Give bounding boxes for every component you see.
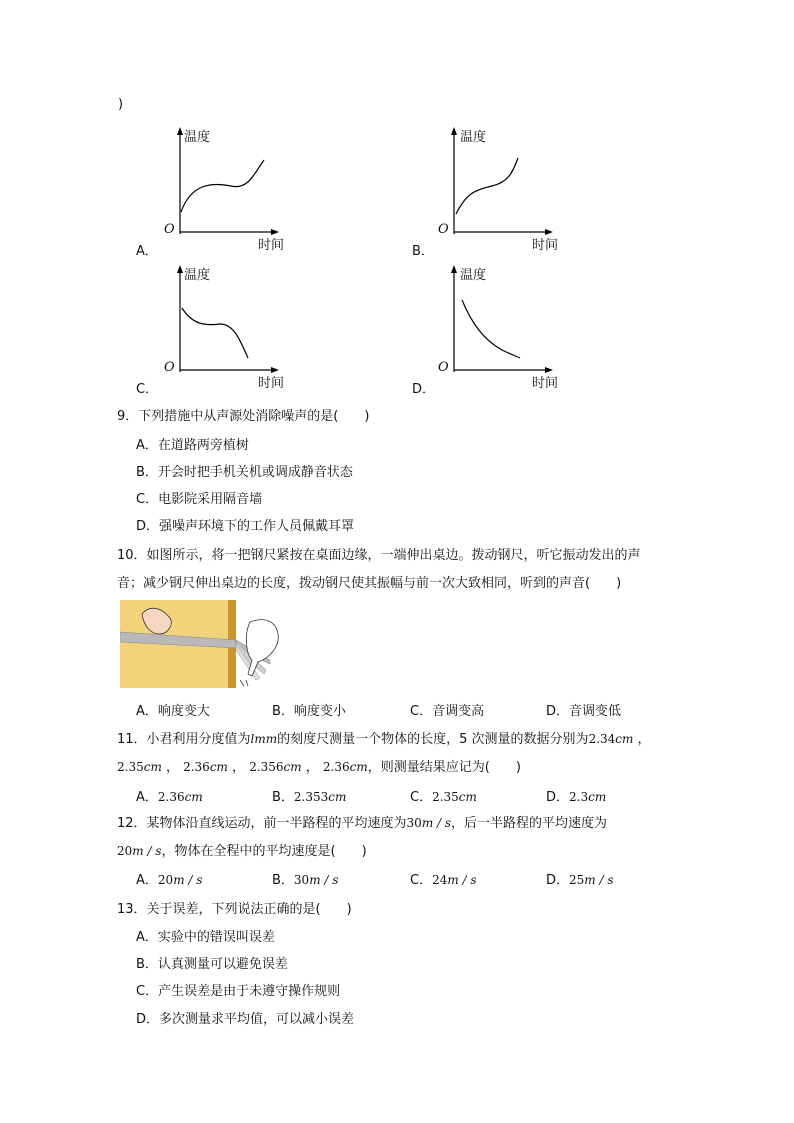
q11-stem-line2: 2.35cm ， 2.36cm ， 2.356cm ， 2.36cm，则测量结果应记为( )	[117, 760, 521, 775]
q11-unit: cm	[615, 732, 634, 746]
q12-option-c[interactable]: C．24m / s	[410, 873, 477, 888]
q12-unit: m / s	[421, 816, 452, 830]
q9-stem: 9．下列措施中从声源处消除噪声的是( )	[117, 409, 370, 424]
x-axis-label: 时间	[532, 238, 559, 253]
q12-option-d[interactable]: D．25m / s	[546, 873, 614, 888]
q10-option-a[interactable]: A．响度变大	[136, 704, 210, 719]
q13-option-d[interactable]: D．多次测量求平均值，可以减小误差	[136, 1012, 355, 1027]
q11-option-c[interactable]: C．2.35cm	[410, 790, 477, 805]
option-letter: D．	[412, 382, 436, 397]
continued-paren: )	[118, 97, 124, 112]
curve-a	[181, 160, 264, 212]
q11-stem-end: ，则测量结果应记为( )	[367, 760, 521, 775]
q11-unit: cm	[209, 760, 228, 774]
q11-val3: 2.36	[183, 760, 210, 774]
q13-option-a[interactable]: A．实验中的错误叫误差	[136, 930, 275, 945]
graph-option-b[interactable]	[412, 124, 572, 259]
option-letter: C．	[136, 382, 159, 397]
q13-option-c[interactable]: C．产生误差是由于未遵守操作规则	[136, 984, 341, 999]
graph-option-d[interactable]	[412, 262, 572, 397]
q13-option-b[interactable]: B．认真测量可以避免误差	[136, 957, 288, 972]
origin-label: O	[164, 360, 175, 375]
q12-stem-part2: ，后一半路程的平均速度为	[451, 816, 608, 831]
q11-unit: cm	[283, 760, 302, 774]
curve-b	[456, 158, 518, 214]
q9-option-a[interactable]: A．在道路两旁植树	[136, 438, 249, 453]
q11-stem-line1: 11．小君利用分度值为lmm的刻度尺测量一个物体的长度，5 次测量的数据分别为2.34cm ，	[117, 732, 651, 747]
x-axis-label: 时间	[258, 238, 285, 253]
q11-option-d[interactable]: D．2.3cm	[546, 790, 607, 805]
q11-option-b[interactable]: B．2.353cm	[272, 790, 347, 805]
q10-option-b[interactable]: B．响度变小	[272, 704, 346, 719]
graph-option-c[interactable]	[136, 262, 296, 397]
y-axis-label: 温度	[184, 268, 211, 283]
graph-option-a[interactable]	[136, 124, 296, 259]
q11-unit-lmm: lmm	[250, 732, 278, 746]
q10-stem-line2: 音；减少钢尺伸出桌边的长度，拨动钢尺使其振幅与前一次大致相同，听到的声音( )	[117, 576, 622, 591]
curve-d	[462, 300, 520, 358]
q12-stem-part3: ，物体在全程中的平均速度是( )	[161, 844, 367, 859]
origin-label: O	[164, 222, 175, 237]
q10-stem-line1: 10．如图所示，将一把钢尺紧按在桌面边缘，一端伸出桌边。拨动钢尺，听它振动发出的声	[117, 548, 641, 563]
origin-label: O	[438, 360, 449, 375]
q11-val5: 2.36	[322, 760, 350, 774]
x-axis-label: 时间	[258, 376, 285, 391]
q13-stem: 13．关于误差，下列说法正确的是( )	[117, 902, 352, 917]
q12-unit: m / s	[132, 844, 162, 858]
ruler-on-table-illustration	[120, 600, 290, 688]
option-letter: A．	[136, 244, 158, 259]
y-axis-label: 温度	[460, 268, 487, 283]
q10-option-c[interactable]: C．音调变高	[410, 704, 485, 719]
y-axis-label: 温度	[460, 130, 487, 145]
q11-option-a[interactable]: A．2.36cm	[136, 790, 203, 805]
q12-option-a[interactable]: A．20m / s	[136, 873, 203, 888]
q9-option-c[interactable]: C．电影院采用隔音墙	[136, 492, 263, 507]
q11-unit: cm	[349, 760, 368, 774]
curve-c	[182, 308, 248, 358]
q11-stem-part1: 11．小君利用分度值为	[117, 732, 251, 747]
q11-stem-part2: 的刻度尺测量一个物体的长度，5 次测量的数据分别为	[277, 732, 589, 747]
option-letter: B．	[412, 244, 434, 259]
q11-unit: cm	[143, 760, 162, 774]
q11-val2: 2.35	[117, 760, 144, 774]
q11-val4: 2.356	[249, 760, 284, 774]
q12-stem-part1: 12．某物体沿直线运动，前一半路程的平均速度为	[117, 816, 407, 831]
q9-option-b[interactable]: B．开会时把手机关机或调成静音状态	[136, 465, 353, 480]
q9-option-d[interactable]: D．强噪声环境下的工作人员佩戴耳罩	[136, 519, 355, 534]
q10-option-d[interactable]: D．音调变低	[546, 704, 622, 719]
q12-v1: 30	[406, 816, 422, 830]
origin-label: O	[438, 222, 449, 237]
y-axis-label: 温度	[184, 130, 211, 145]
q12-option-b[interactable]: B．30m / s	[272, 873, 339, 888]
q11-val1: 2.34	[588, 732, 616, 746]
q12-v2: 20	[117, 844, 133, 858]
x-axis-label: 时间	[532, 376, 559, 391]
q12-stem-line1	[117, 812, 607, 831]
q12-stem-line2	[117, 840, 367, 859]
